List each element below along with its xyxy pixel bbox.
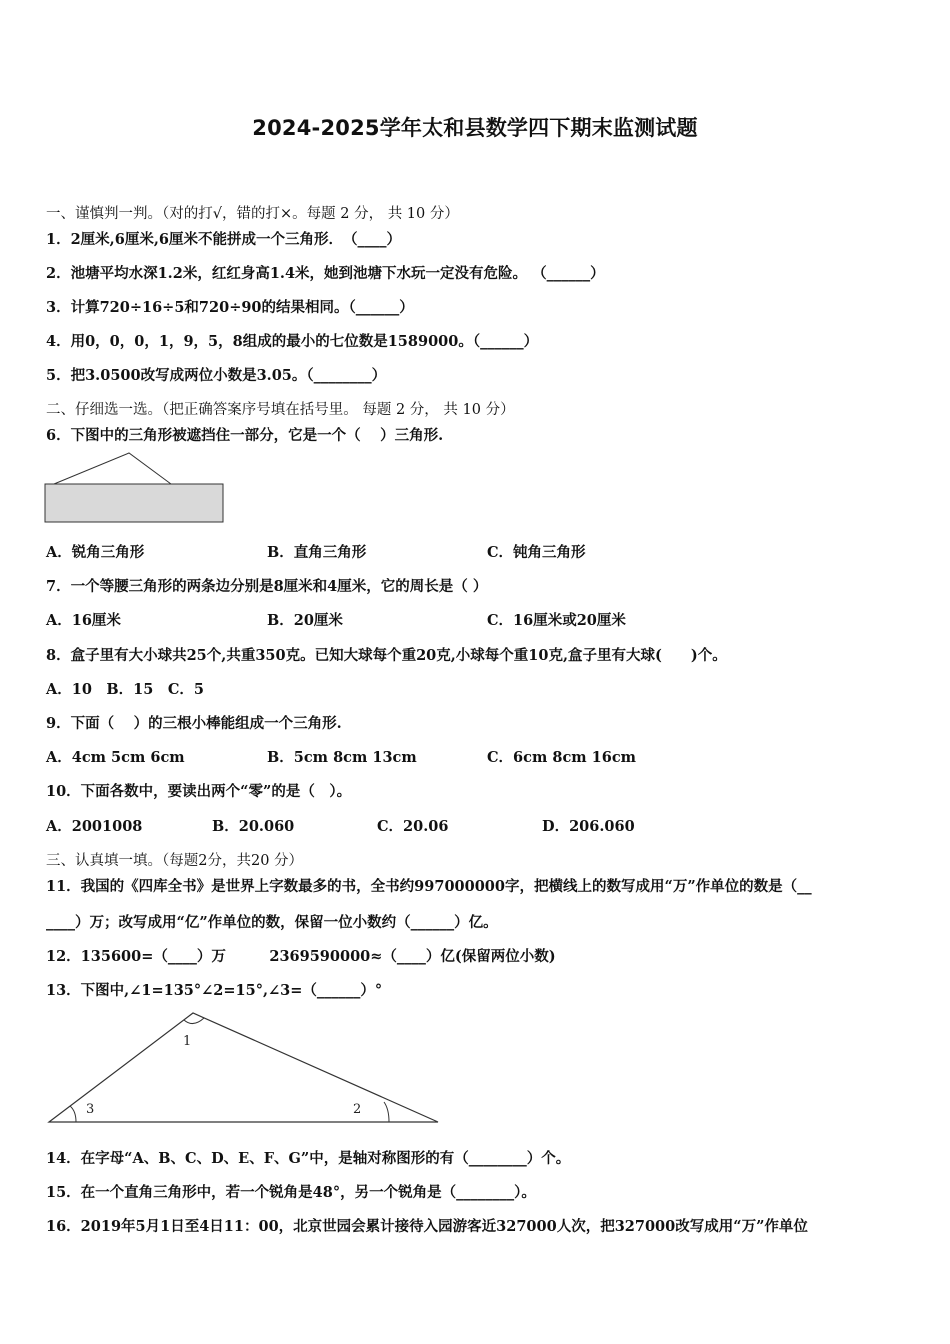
angle-3-label: 3 <box>86 1102 95 1117</box>
question-2: 2．池塘平均水深1.2米，红红身高1.4米，她到池塘下水玩一定没有危险。 （______） <box>46 265 605 282</box>
q10-option-b: B．20.060 <box>212 818 295 835</box>
q6-option-c: C．钝角三角形 <box>487 544 586 561</box>
question-1: 1．2厘米,6厘米,6厘米不能拼成一个三角形． （____） <box>46 231 401 248</box>
q10-option-c: C．20.06 <box>377 818 449 835</box>
q10-option-d: D．206.060 <box>542 818 635 835</box>
question-8: 8．盒子里有大小球共25个,共重350克。已知大球每个重20克,小球每个重10克,盒子里有大球( )个。 <box>46 647 727 664</box>
angle-1-label: 1 <box>183 1034 192 1049</box>
q9-option-c: C．6cm 8cm 16cm <box>487 749 637 766</box>
angle-1-arc <box>184 1018 204 1024</box>
angle-2-label: 2 <box>353 1102 362 1117</box>
angle-2-arc <box>384 1102 389 1122</box>
question-6: 6．下图中的三角形被遮挡住一部分，它是一个（ ）三角形. <box>46 427 444 444</box>
question-10: 10．下面各数中，要读出两个“零”的是（ ）。 <box>46 783 352 800</box>
q7-option-a: A．16厘米 <box>46 612 121 629</box>
section-2-heading: 二、仔细选一选。（把正确答案序号填在括号里。 每题 2 分， 共 10 分） <box>46 402 515 418</box>
q9-option-a: A．4cm 5cm 6cm <box>46 749 185 766</box>
q6-hidden-triangle-figure <box>44 452 226 524</box>
question-11-line-1: 11．我国的《四库全书》是世界上字数最多的书，全书约997000000字，把横线上的数写成用“万”作单位的数是（__ <box>46 878 812 895</box>
q6-option-a: A．锐角三角形 <box>46 544 145 561</box>
question-11-line-2: ____）万；改写成用“亿”作单位的数，保留一位小数约（______）亿。 <box>46 914 498 931</box>
q7-option-c: C．16厘米或20厘米 <box>487 612 626 629</box>
section-1-heading: 一、谨慎判一判。（对的打√，错的打×。每题 2 分， 共 10 分） <box>46 206 459 222</box>
q8-options: A．10 B．15 C．5 <box>46 681 204 698</box>
q13-triangle-figure <box>46 1010 441 1125</box>
q6-option-b: B．直角三角形 <box>267 544 367 561</box>
question-14: 14．在字母“A、B、C、D、E、F、G”中，是轴对称图形的有（________）个。 <box>46 1150 571 1167</box>
question-4: 4．用0，0，0，1，9，5，8组成的最小的七位数是1589000。（______） <box>46 333 539 350</box>
covering-rectangle <box>45 484 223 522</box>
triangle-outline <box>49 1013 438 1122</box>
q10-option-a: A．2001008 <box>46 818 143 835</box>
section-3-heading: 三、认真填一填。（每题2分，共20 分） <box>46 853 304 869</box>
question-5: 5．把3.0500改写成两位小数是3.05。（________） <box>46 367 387 384</box>
question-13: 13．下图中,∠1=135°∠2=15°,∠3=（______）° <box>46 982 383 999</box>
q9-option-b: B．5cm 8cm 13cm <box>267 749 417 766</box>
question-7: 7．一个等腰三角形的两条边分别是8厘米和4厘米，它的周长是（ ） <box>46 578 488 595</box>
q7-option-b: B．20厘米 <box>267 612 343 629</box>
question-15: 15．在一个直角三角形中，若一个锐角是48°，另一个锐角是（________）。 <box>46 1184 536 1201</box>
page-title: 2024-2025学年太和县数学四下期末监测试题 <box>252 116 698 140</box>
question-9: 9．下面（ ）的三根小棒能组成一个三角形. <box>46 715 342 732</box>
question-16: 16．2019年5月1日至4日11：00，北京世园会累计接待入园游客近327000人次，把327000改写成用“万”作单位 <box>46 1218 808 1235</box>
question-12: 12．135600=（____）万 2369590000≈（____）亿(保留两位小数) <box>46 948 556 965</box>
question-3: 3．计算720÷16÷5和720÷90的结果相同。（______） <box>46 299 414 316</box>
triangle-visible-edges <box>54 453 171 484</box>
angle-3-arc <box>70 1106 76 1122</box>
